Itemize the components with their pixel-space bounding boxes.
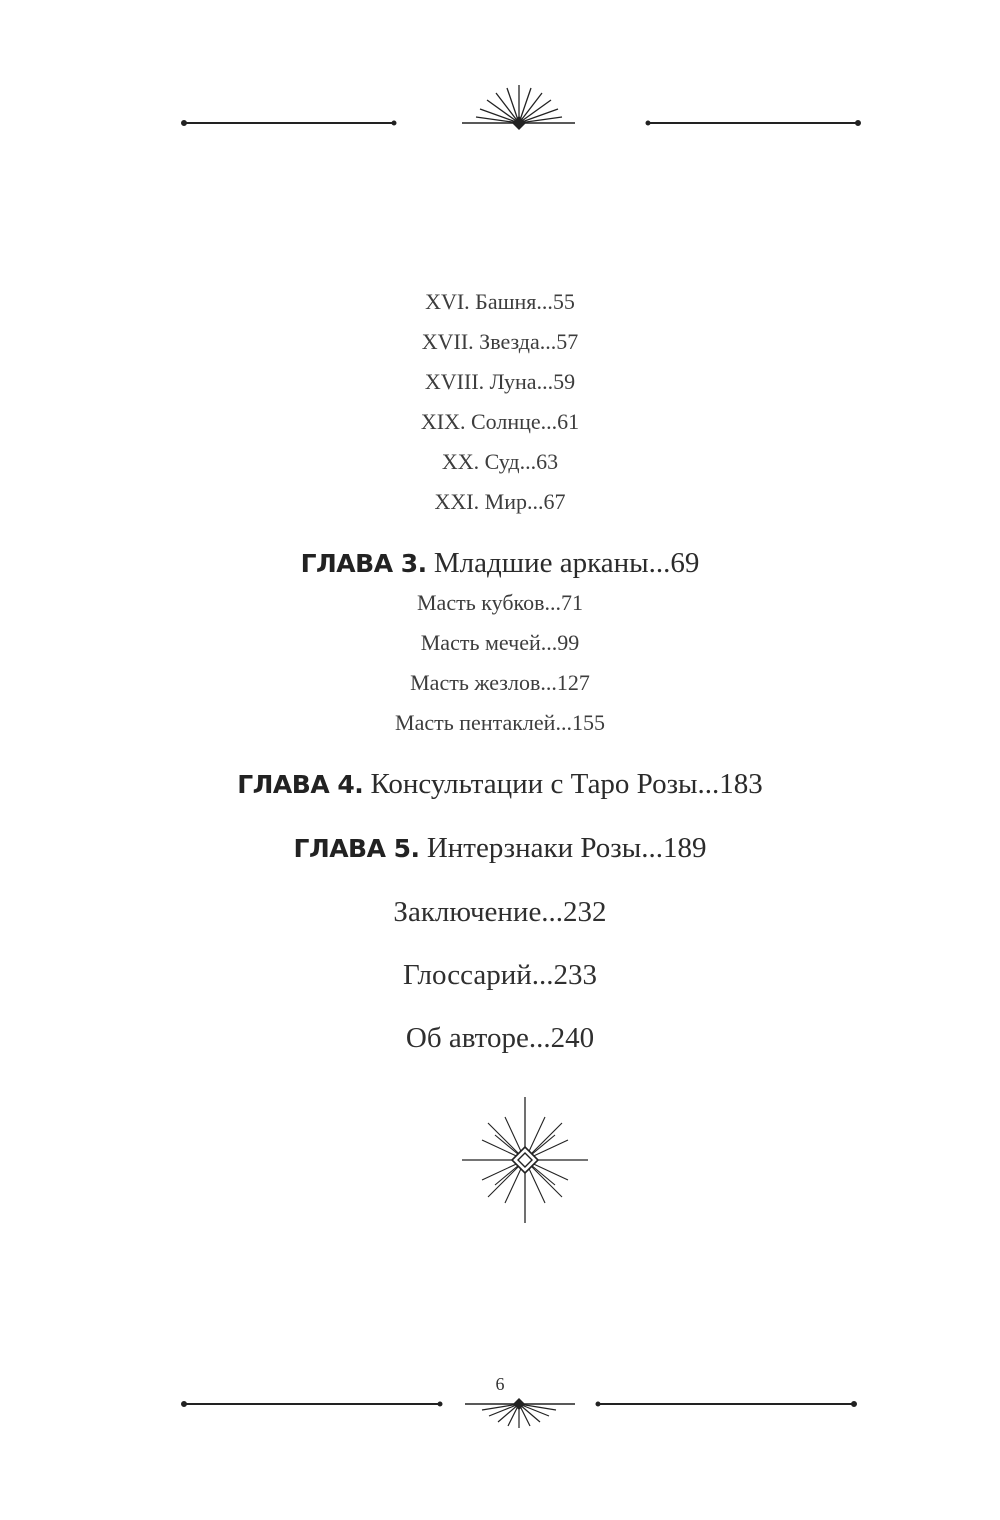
chapter-5-title: Интерзнаки Розы...189 xyxy=(426,832,707,864)
toc-entry-conclusion[interactable]: Заключение...232 xyxy=(393,896,607,928)
toc-chapter-4[interactable] xyxy=(0,765,1000,804)
star-ornament xyxy=(460,1095,590,1225)
toc-entry-xviii[interactable]: XVIII. Луна...59 xyxy=(424,369,576,394)
toc-entry-cups[interactable]: Масть кубков...71 xyxy=(417,590,583,615)
toc-entry-xvi[interactable]: XVI. Башня...55 xyxy=(425,289,575,314)
toc-entry-xvii[interactable]: XVII. Звезда...57 xyxy=(421,329,579,354)
star-burst-icon xyxy=(460,1095,590,1225)
sunburst-divider-icon xyxy=(0,82,1000,142)
toc-entry-glossary[interactable]: Глоссарий...233 xyxy=(402,959,598,991)
toc-chapter-3[interactable] xyxy=(0,544,1000,583)
toc-chapter-5[interactable] xyxy=(0,829,1000,868)
chapter-4-title: Консультации с Таро Розы...183 xyxy=(370,768,763,800)
toc-entry-xx[interactable]: XX. Суд...63 xyxy=(441,449,559,474)
toc-entry-wands[interactable]: Масть жезлов...127 xyxy=(410,670,590,695)
chapter-5-prefix: ГЛАВА 5. xyxy=(293,834,420,863)
header-ornament xyxy=(0,82,1000,142)
toc-entry-xix[interactable]: XIX. Солнце...61 xyxy=(420,409,580,434)
toc-entry-pentacles[interactable]: Масть пентаклей...155 xyxy=(395,710,605,735)
footer-ornament xyxy=(0,1370,1000,1430)
chapter-4-prefix: ГЛАВА 4. xyxy=(237,770,364,799)
table-of-contents xyxy=(0,282,1000,1057)
chapter-3-title: Младшие арканы...69 xyxy=(433,547,700,579)
chapter-3-prefix: ГЛАВА 3. xyxy=(300,549,427,578)
sunburst-divider-icon xyxy=(0,1370,1000,1430)
toc-entry-about-author[interactable]: Об авторе...240 xyxy=(405,1022,595,1054)
toc-entry-swords[interactable]: Масть мечей...99 xyxy=(420,630,580,655)
page-number: 6 xyxy=(495,1374,505,1394)
toc-entry-xxi[interactable]: XXI. Мир...67 xyxy=(434,489,566,514)
